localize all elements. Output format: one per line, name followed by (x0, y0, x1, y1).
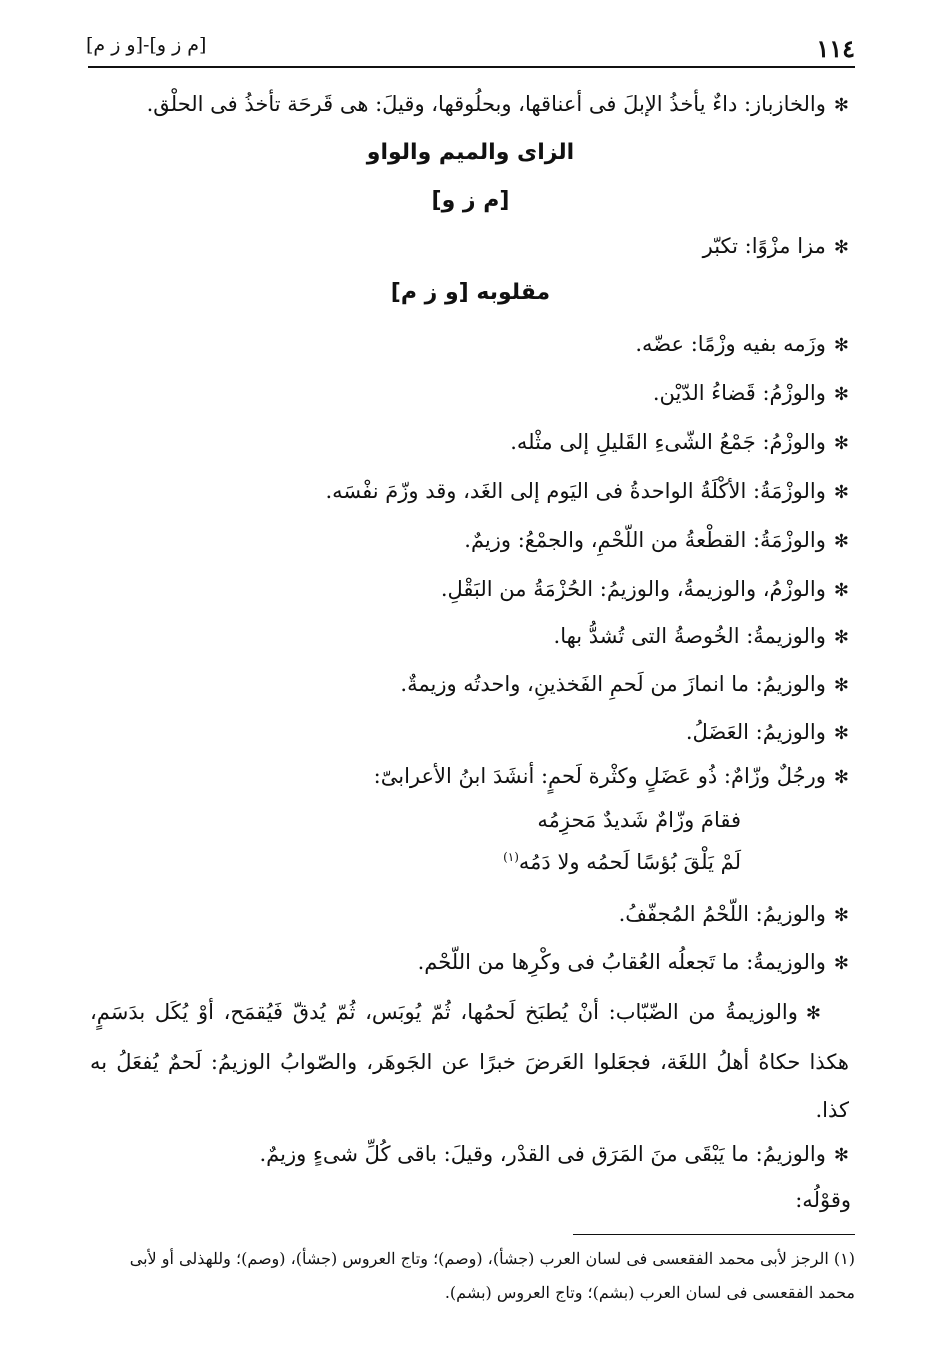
entry-text: والوزيمُ: ما يَبْقَى منَ المَرَق فى القدْر، وقيلَ: باقى كُلِّ شىءٍ وزيمٌ. (259, 1142, 826, 1166)
verse-line-2 (503, 850, 741, 874)
asterisk-icon: ✻ (833, 95, 849, 116)
running-header-roots: [م ز و]-[و ز م] (86, 34, 207, 56)
entry-list-item (92, 612, 849, 662)
root-title-mzw: [م ز و] (431, 188, 510, 213)
entry-list-item (92, 369, 849, 419)
footnote-rule (573, 1234, 855, 1235)
entry-text: والخازباز: داءٌ يأخذُ الإبلَ فى أعناقها، وبحلُوقها، وقيلَ: هى قَرحَة تأخذُ فى الحلْق. (146, 92, 826, 116)
entry-text: مزا مزْوًا: تكبّر (702, 234, 826, 258)
entry-maza (92, 222, 849, 272)
entry-text: وزَمه بفيه وزْمًا: عضّه. (635, 332, 826, 356)
entry-list-item (92, 320, 849, 370)
entry-text: والوزيمُ: اللّحْمُ المُجفّفُ. (618, 902, 826, 926)
asterisk-icon: ✻ (833, 237, 849, 258)
asterisk-icon: ✻ (833, 335, 849, 356)
root-title-wzm: مقلوبه [و ز م] (390, 280, 551, 305)
verse-line-1: فقامَ وزّامٌ شَديدٌ مَحزِمُه (537, 808, 741, 832)
entry-list-item (92, 938, 849, 988)
asterisk-icon: ✻ (805, 1003, 821, 1024)
entry-text: والوزيمةُ من الضّبّاب: أنْ يُطبَخ لَحمُها، ثُمّ يُوبَس، ثُمّ يُدقّ فَيُقمَح، أوْ يُكَل بدَسَمٍ، هكذا حكاهُ أهلُ اللغَة، فجعَلوا العَرضَ خبرًا عن الجَوهَر، والصّوابُ الوزيمُ: لَحمٌ يُفعَلُ به كذا. (90, 1000, 849, 1122)
entry-list-item (90, 988, 849, 1134)
entry-list-item (92, 890, 849, 940)
asterisk-icon: ✻ (833, 627, 849, 648)
header-rule (88, 66, 855, 68)
entry-khazbaz (92, 80, 849, 130)
asterisk-icon: ✻ (833, 675, 849, 696)
asterisk-icon: ✻ (833, 953, 849, 974)
entry-text: والوزيمُ: ما انمازَ من لَحمِ الفَخذينِ، واحدتُه وزيمةٌ. (400, 672, 826, 696)
entry-text: والوزيمةُ: الخُوصةُ التى تُشدُّ بها. (553, 624, 826, 648)
closing-line: وقوْلُه: (795, 1188, 851, 1212)
entry-text: ورجُلٌ وزّامٌ: ذُو عَضَلٍ وكثْرة لَحمٍ: أنشَدَ ابنُ الأعرابىّ: (373, 764, 826, 788)
entry-list-item (92, 1130, 849, 1180)
entry-list-item (92, 565, 849, 615)
asterisk-icon: ✻ (833, 384, 849, 405)
footnote-marker: (١) (503, 850, 519, 864)
entry-list-item (92, 708, 849, 758)
asterisk-icon: ✻ (833, 433, 849, 454)
asterisk-icon: ✻ (833, 482, 849, 503)
asterisk-icon: ✻ (833, 1145, 849, 1166)
asterisk-icon: ✻ (833, 580, 849, 601)
footnote: (١) الرجز لأبى محمد الفقعسى فى لسان العرب (جشأ)، (وصم)؛ وتاج العروس (جشأ)، (وصم)؛ وللهذلى أو لأبى محمد الفقعسى فى لسان العرب (بشم)؛ وتاج العروس (بشم). (129, 1249, 855, 1302)
page-number: ١١٤ (816, 34, 855, 63)
asterisk-icon: ✻ (833, 531, 849, 552)
entry-text: والوزْمُ: قَضاءُ الدّيْن. (652, 381, 826, 405)
entry-list-item (92, 660, 849, 710)
asterisk-icon: ✻ (833, 723, 849, 744)
entry-text: والوزيمُ: العَضَلُ. (685, 720, 826, 744)
section-title: الزاى والميم والواو (366, 140, 575, 165)
asterisk-icon: ✻ (833, 767, 849, 788)
entry-text: والوزْمَةُ: الأكْلَةُ الواحدةُ فى اليَوم إلى الغَد، وقد وزّمَ نفْسَه. (325, 479, 826, 503)
entry-text: والوزيمةُ: ما تَجعلُه العُقابُ فى وكْرِها من اللّحْم. (417, 950, 826, 974)
verse-text: لَمْ يَلْقَ بُؤسًا لَحمُه ولا دَمُه (518, 850, 741, 874)
entry-text: والوزْمَةُ: القطْعةُ من اللّحْمِ، والجمْعُ: وزيمٌ. (464, 528, 826, 552)
entry-text: والوزْمُ، والوزيمةُ، والوزيمُ: الحُزْمَةُ من البَقْلِ. (440, 577, 826, 601)
entry-list-item (92, 516, 849, 566)
entry-text: والوزْمُ: جَمْعُ الشّىءِ القَليلِ إلى مثْله. (510, 430, 826, 454)
entry-list-item (92, 467, 849, 517)
entry-list-item (92, 752, 849, 802)
entry-list-item (92, 418, 849, 468)
asterisk-icon: ✻ (833, 905, 849, 926)
